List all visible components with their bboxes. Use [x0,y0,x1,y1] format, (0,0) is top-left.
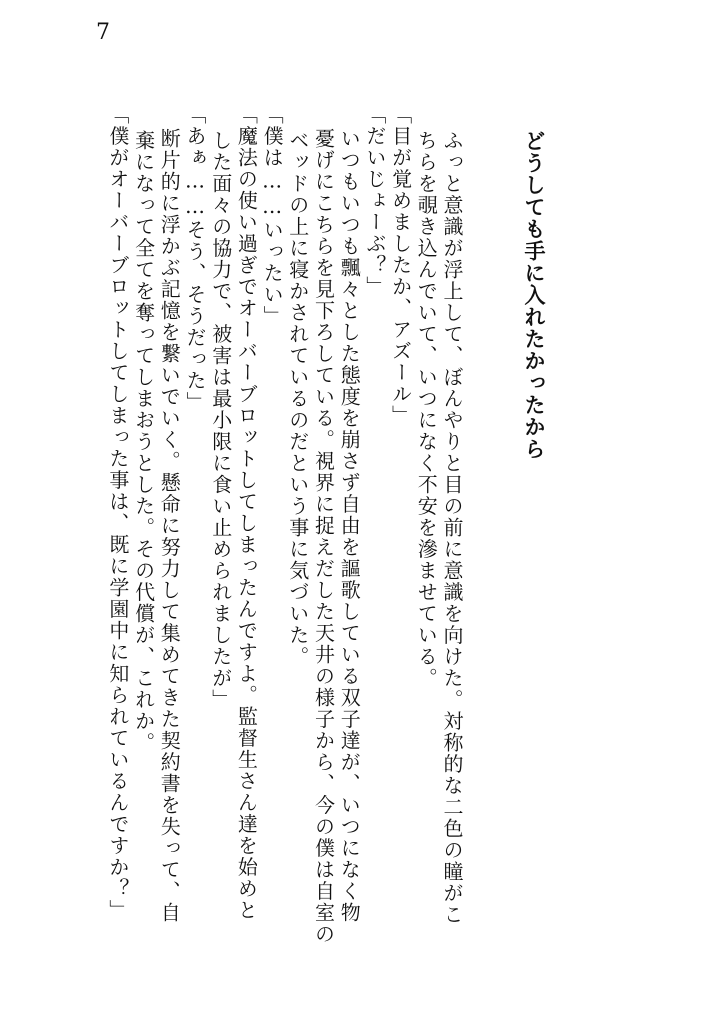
body-line: 「魔法の使い過ぎでオーバーブロットしてしまったんですよ。監督生さん達を始めと [234,104,259,921]
body-line: 断片的に浮かぶ記憶を繋いでいく。懸命に努力して集めてきた契約書を失って、自 [157,128,182,924]
body-line: いつもいつも飄々とした態度を崩さず自由を謳歌している双子達が、いつになく物 [337,128,362,924]
body-line: 憂げにこちらを見下ろしている。視界に捉えだした天井の様子から、今の僕は自室の [311,128,336,945]
chapter-title: どうしても手に入れたかったから [522,130,547,460]
body-line: ちらを覗き込んでいて、いつになく不安を滲ませている。 [414,130,439,689]
body-line: 「だいじょーぶ？」 [362,104,387,298]
body-line: した面々の協力で、被害は最小限に食い止められましたが」 [208,130,233,711]
body-line: 「僕がオーバーブロットしてしまった事は、既に学園中に知られているんですか？」 [105,104,130,921]
body-line: 「僕は……いったい」 [260,104,285,327]
body-line: ベッドの上に寝かされているのだという事に気づいた。 [285,130,310,668]
body-line: ふっと意識が浮上して、ぼんやりと目の前に意識を向けた。対称的な二色の瞳がこ [440,130,464,926]
body-line: 「目が覚めましたか、アズール」 [388,104,413,427]
body-line: 棄になって全てを奪ってしまおうとした。その代償が、これか。 [131,130,156,754]
page-number: 7 [96,20,110,45]
body-line: 「あぁ……そう、そうだった」 [183,104,207,413]
